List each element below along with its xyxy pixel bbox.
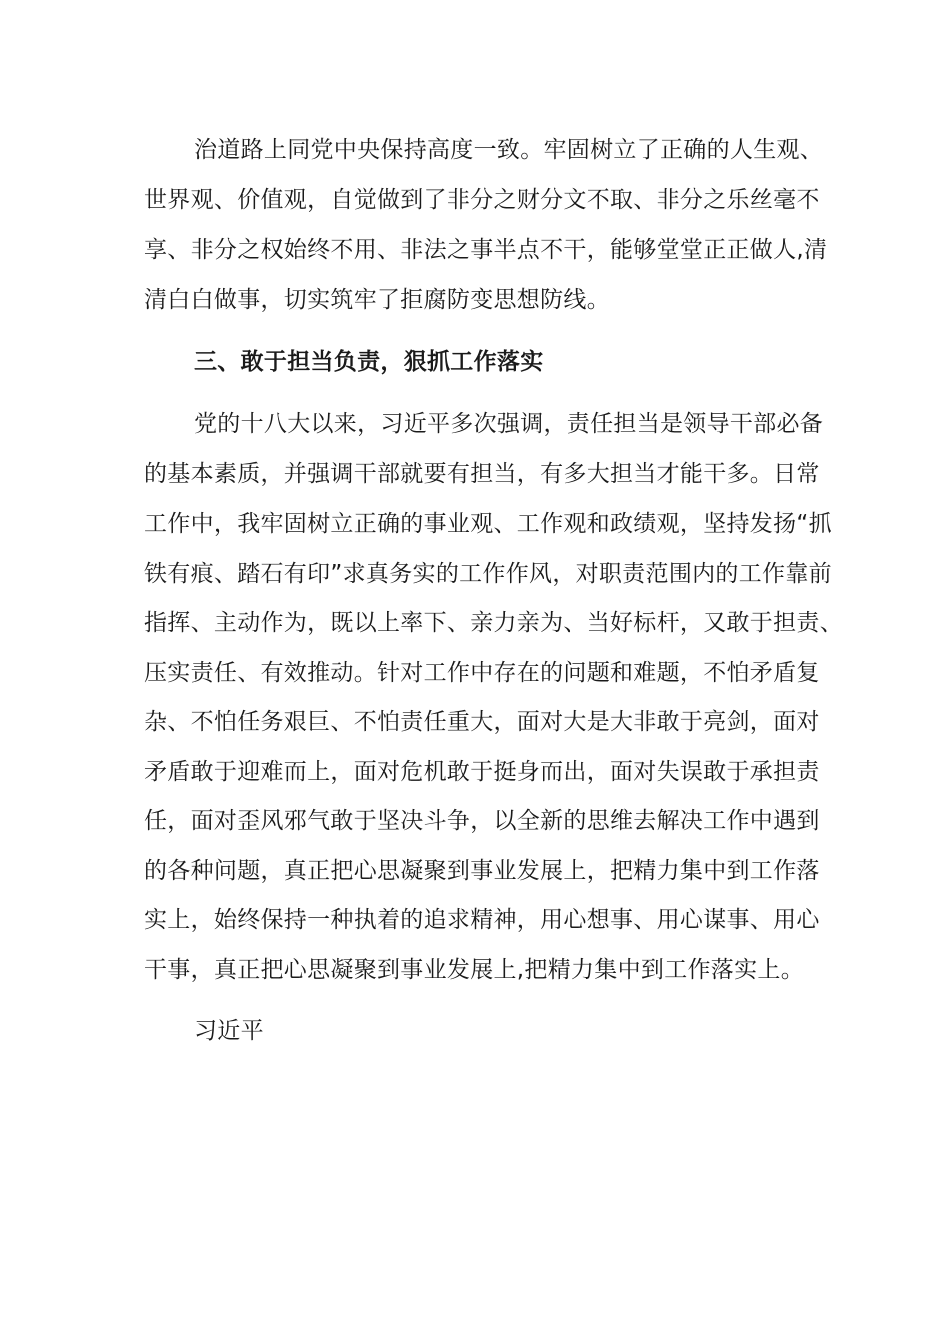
paragraph-line: 指挥、主动作为，既以上率下、亲力亲为、当好标杆，又敢于担责、: [144, 610, 843, 636]
paragraph-line: 治道路上同党中央保持高度一致。牢固树立了正确的人生观、: [194, 137, 824, 163]
paragraph-line: 享、非分之权始终不用、非法之事半点不干，能够堂堂正正做人,清: [144, 237, 828, 263]
signature: 习近平: [194, 1018, 264, 1044]
paragraph-line: 的各种问题，真正把心思凝聚到事业发展上，把精力集中到工作落: [144, 858, 820, 884]
paragraph-line: 世界观、价值观，自觉做到了非分之财分文不取、非分之乐丝毫不: [144, 187, 820, 213]
paragraph-line: 压实责任、有效推动。针对工作中存在的问题和难题，不怕矛盾复: [144, 660, 820, 686]
paragraph-line: 的基本素质，并强调干部就要有担当，有多大担当才能干多。日常: [144, 461, 820, 487]
paragraph-line: 实上，始终保持一种执着的追求精神，用心想事、用心谋事、用心: [144, 907, 820, 933]
paragraph-line: 工作中，我牢固树立正确的事业观、工作观和政绩观，坚持发扬“抓: [144, 511, 832, 537]
paragraph-line: 任，面对歪风邪气敢于坚决斗争，以全新的思维去解决工作中遇到: [144, 808, 820, 834]
paragraph-line: 清白白做事，切实筑牢了拒腐防变思想防线。: [144, 287, 610, 313]
paragraph-line: 铁有痕、踏石有印”求真务实的工作作风，对职责范围内的工作靠前: [144, 561, 832, 587]
paragraph-line: 杂、不怕任务艰巨、不怕责任重大，面对大是大非敢于亮剑，面对: [144, 709, 820, 735]
paragraph-line: 矛盾敢于迎难而上，面对危机敢于挺身而出，面对失误敢于承担责: [144, 759, 820, 785]
paragraph-line: 干事，真正把心思凝聚到事业发展上,把精力集中到工作落实上。: [144, 957, 805, 983]
section-heading: 三、敢于担当负责，狠抓工作落实: [194, 349, 544, 375]
paragraph-line: 党的十八大以来，习近平多次强调，责任担当是领导干部必备: [194, 411, 824, 437]
